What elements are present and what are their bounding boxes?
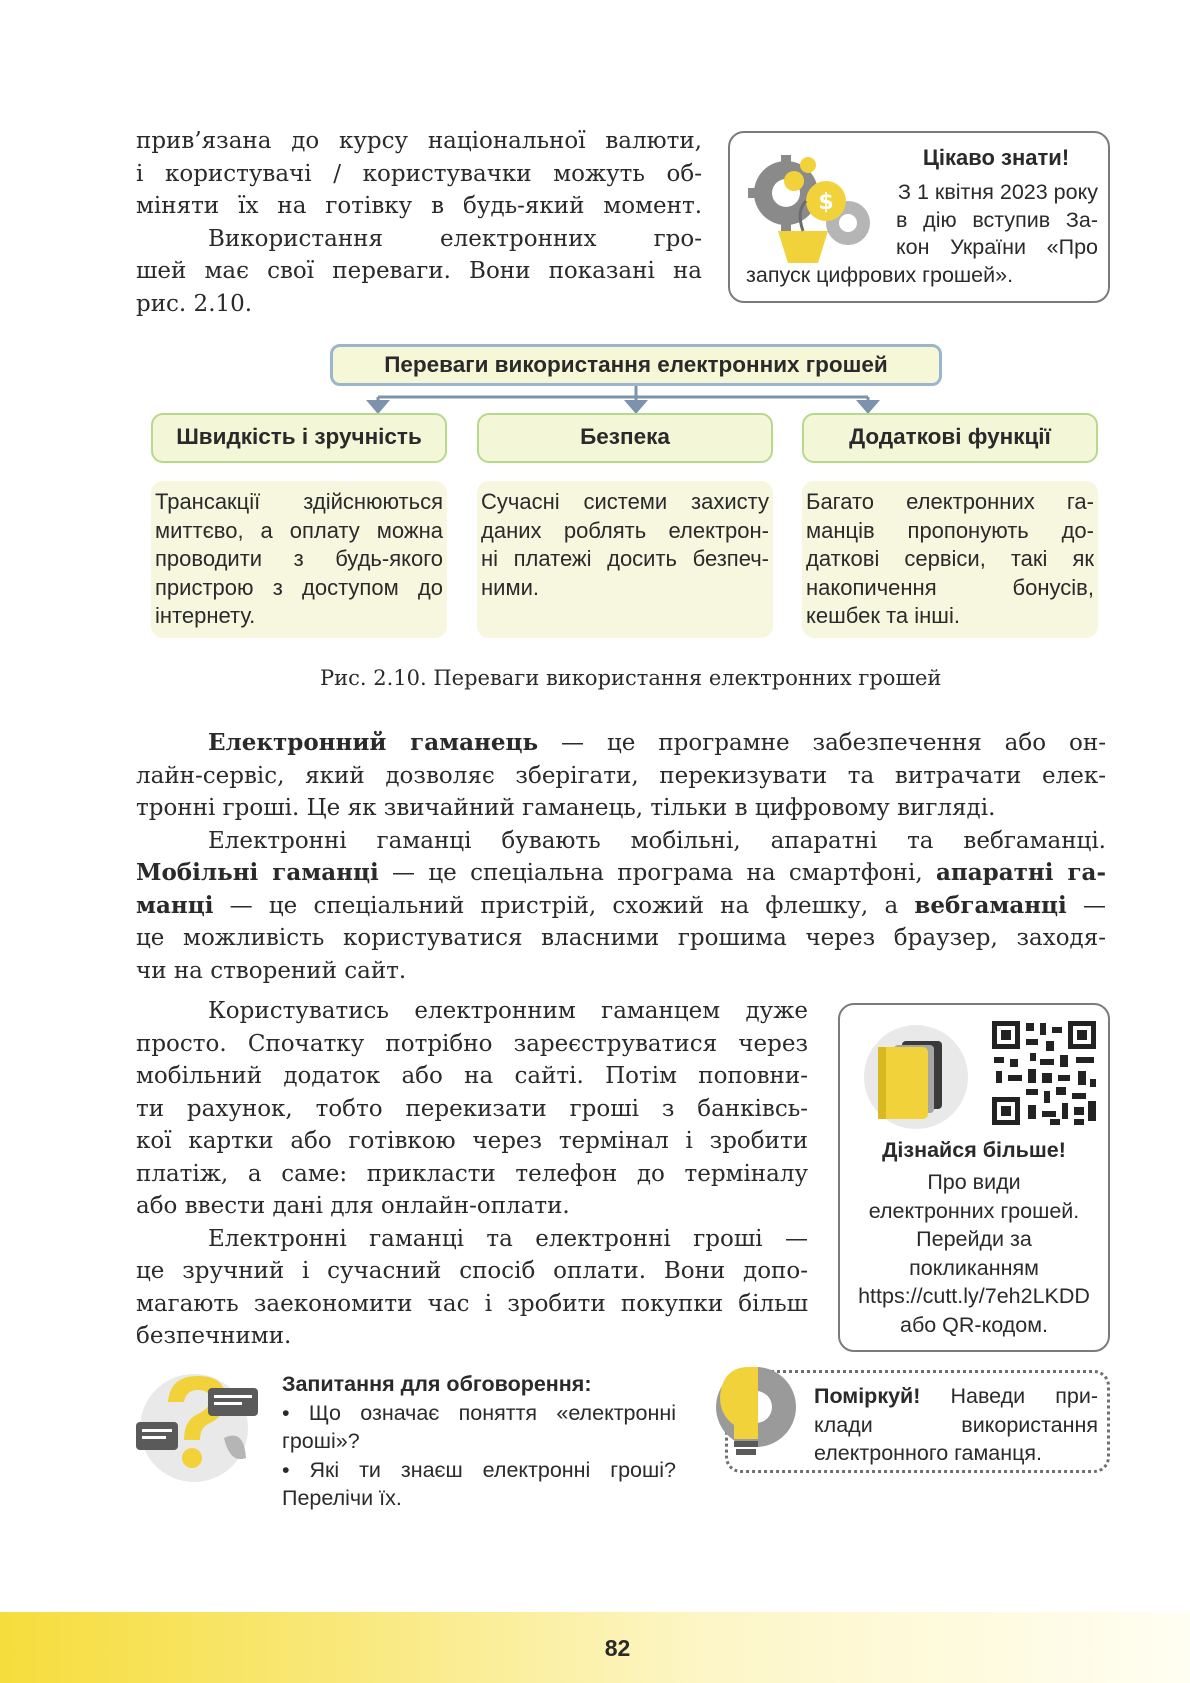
text-line: або QR-кодом. [899, 1312, 1048, 1337]
text-line: електронного гаманця. [814, 1441, 1043, 1465]
text-line: Перейди за [916, 1227, 1032, 1251]
category-security-description [477, 481, 773, 638]
figure-caption: Рис. 2.10. Переваги використання електронних грошей [320, 666, 942, 690]
text-line: Електронні гаманці бувають мобільні, апаратні та вебгаманці. [208, 827, 1106, 854]
link-url[interactable]: https://cutt.ly/7eh2LKDD [858, 1284, 1090, 1308]
text-line: це зручний і сучасний спосіб оплати. Вони допо- [136, 1258, 808, 1284]
text-line: це можливість користуватися власними грошима через браузер, заходя- [136, 925, 1106, 951]
learn-more-text [840, 1168, 1108, 1339]
text-line: в дію вступив За- [896, 207, 1098, 232]
text-line: даних роблять електрон- [481, 517, 769, 543]
text-line: Трансакції здійснюються [155, 489, 443, 514]
page-footer [0, 1612, 1190, 1683]
question-item: гроші»? [282, 1429, 360, 1453]
text-line: шей має свої переваги. Вони показані на [136, 258, 702, 284]
page-number: 82 [604, 1635, 631, 1661]
text-line: накопичення бонусів, [806, 574, 1094, 600]
text-line: лайн-сервіс, який дозволяє зберігати, перекизувати та витрачати елек- [136, 762, 1106, 789]
text-line: ти рахунок, тобто перекизати гроші з банківсь- [136, 1095, 808, 1122]
category-security-title: Безпека [477, 413, 773, 463]
term-electronic-wallet: Електронний гаманець [208, 729, 539, 756]
text-line: проводити з будь-якого [155, 546, 443, 572]
term-hardware-wallets-cont: манці [136, 891, 214, 919]
question-item: Перелічи їх. [282, 1486, 402, 1510]
text-line: манців пропонують до- [806, 517, 1094, 543]
think-text [814, 1382, 1098, 1468]
text-line: магають заекономити час і зробити покупки більш [136, 1290, 808, 1317]
learn-more-title: Дізнайся більше! [882, 1138, 1066, 1162]
diagram-title: Переваги використання електронних грошей [330, 344, 942, 386]
text-fragment: — це спеціальний пристрій, схожий на флешку, а [213, 892, 915, 919]
question-item: • Які ти знаєш електронні гроші? [282, 1457, 676, 1482]
text-line: електронних грошей. [868, 1198, 1080, 1223]
text-fragment: — це спеціальна програма на смартфоні, [378, 860, 936, 886]
text-fragment: — це програмне забезпечення або он- [538, 730, 1106, 756]
text-line: кої картки або готівкою через термінал і зробити [136, 1128, 808, 1154]
questions-title: Запитання для обговорення: [282, 1372, 592, 1396]
interesting-title: Цікаво знати! [922, 145, 1070, 170]
learn-more-box [838, 1003, 1110, 1352]
text-line: запуск цифрових грошей». [746, 262, 1014, 287]
think-label: Поміркуй! [814, 1384, 921, 1408]
discussion-questions [282, 1370, 676, 1513]
text-line: пристрою з доступом до [155, 574, 443, 600]
text-line [814, 1382, 1098, 1411]
arrow-down-icon [624, 400, 648, 414]
qr-code-icon [990, 1019, 1098, 1127]
text-line: мобільний додаток або на сайті. Потім поповни- [136, 1063, 808, 1089]
text-line [136, 727, 1106, 760]
term-mobile-wallets: Мобільні гаманці [136, 859, 379, 886]
text-line: миттєво, а оплату можна [155, 517, 443, 543]
think-box [725, 1370, 1110, 1473]
term-web-wallets: вебгаманці [914, 891, 1067, 919]
wallet-icon [858, 1021, 974, 1131]
category-features-description [802, 481, 1098, 638]
text-line: безпечними. [136, 1323, 292, 1349]
lightbulb-icon [700, 1359, 806, 1463]
text-line: Користуватись електронним гаманцем дуже [208, 998, 808, 1024]
text-line: інтернету. [155, 603, 256, 629]
text-line: Електронні гаманці та електронні гроші — [208, 1225, 808, 1252]
text-line: чи на створений сайт. [136, 957, 407, 984]
text-line: прив’язана до курсу національної валюти, [136, 128, 702, 154]
category-speed-description [151, 481, 447, 638]
text-line: кешбек та інші. [806, 603, 960, 629]
text-line [136, 857, 1106, 890]
text-line: і користувачі / користувачки можуть об- [136, 160, 702, 187]
arrow-down-icon [366, 400, 390, 414]
text-line: кон України «Про [896, 235, 1098, 259]
category-features-title: Додаткові функції [802, 413, 1098, 463]
text-fragment: Наведи при- [920, 1384, 1098, 1408]
text-line: ними. [481, 574, 539, 600]
text-line: міняти їх на готівку в будь-який момент. [136, 193, 702, 219]
text-line: або ввести дані для онлайн-оплати. [136, 1193, 570, 1219]
text-line: платіж, а саме: прикласти телефон до терміналу [136, 1160, 808, 1187]
svg-text:$: $ [818, 190, 834, 215]
text-line: клади використання [814, 1412, 1098, 1437]
text-line: просто. Спочатку потрібно зареєструватися через [136, 1030, 808, 1057]
text-line: З 1 квітня 2023 року [898, 180, 1098, 204]
lower-paragraphs [136, 995, 808, 1353]
term-hardware-wallets: апаратні га- [936, 859, 1107, 886]
text-line: Використання електронних гро- [208, 225, 702, 252]
text-line: Сучасні системи захисту [481, 489, 769, 514]
text-line: даткові сервіси, такі як [806, 546, 1094, 572]
text-line: тронні гроші. Це як звичайний гаманець, тільки в цифровому вигляді. [136, 795, 996, 821]
text-fragment: — [1066, 892, 1107, 919]
main-paragraphs [136, 727, 1106, 987]
text-line: покликанням [909, 1255, 1039, 1280]
category-speed-title: Швидкість і зручність [151, 413, 447, 463]
text-line: Багато електронних га- [806, 489, 1094, 514]
text-line: рис. 2.10. [136, 290, 253, 317]
question-chat-icon [134, 1368, 260, 1484]
text-line [136, 890, 1106, 923]
text-line: Про види [927, 1170, 1021, 1194]
text-line: ні платежі досить безпеч- [481, 546, 769, 572]
question-item: • Що означає поняття «електронні [282, 1400, 676, 1425]
arrow-down-icon [856, 400, 880, 414]
